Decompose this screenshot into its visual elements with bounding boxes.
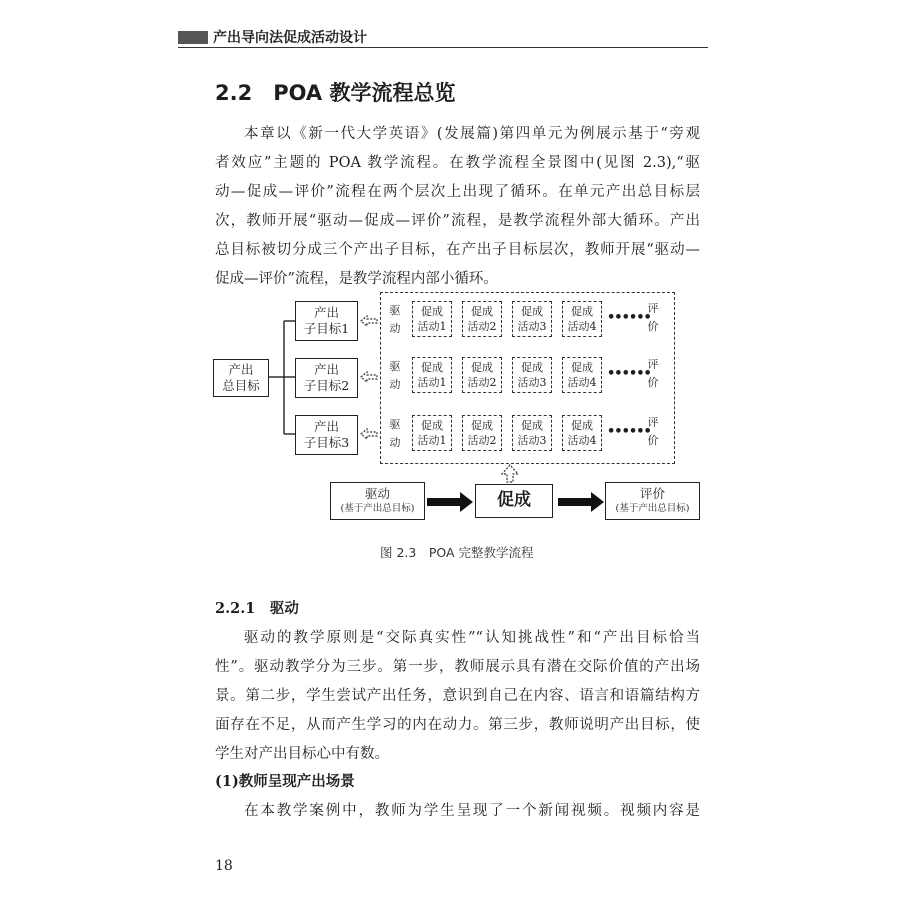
step1-paragraph (215, 797, 700, 826)
activity-box: 促成 活动3 (512, 301, 552, 337)
page-number: 18 (215, 858, 233, 874)
activity-box: 促成 活动3 (512, 357, 552, 393)
section-title: 2.2 POA 教学流程总览 (215, 81, 456, 105)
bottom-drive-label: 驱动 (364, 486, 390, 501)
bottom-eval-sub: (基于产出总目标) (615, 503, 690, 514)
poa-flow-figure (205, 292, 705, 522)
figure-caption: 图 2.3 POA 完整教学流程 (380, 545, 534, 560)
drive-line: 景。第二步，学生尝试产出任务，意识到自己在内容、语言和语篇结构方 (215, 688, 700, 704)
activity-box: 促成 活动1 (412, 301, 452, 337)
intro-line: 者效应”主题的 POA 教学流程。在教学流程全景图中(见图 2.3),“驱 (215, 155, 700, 171)
sub-goal-line: 子目标3 (303, 435, 350, 450)
intro-line: 本章以《新一代大学英语》(发展篇)第四单元为例展示基于“旁观 (244, 126, 700, 142)
running-header-title: 产出导向法促成活动设计 (213, 30, 367, 46)
ellipsis-dots: •••••• (607, 310, 651, 325)
step1-heading: (1)教师呈现产出场景 (215, 773, 355, 790)
drive-line: 面存在不足，从而产生学习的内在动力。第三步，教师说明产出目标，使 (215, 717, 700, 733)
header-rule (178, 47, 708, 48)
drive-paragraph (215, 624, 700, 769)
activity-box: 促成 活动4 (562, 301, 602, 337)
ellipsis-dots: •••••• (607, 424, 651, 439)
intro-line: 促成—评价”流程，是教学流程内部小循环。 (215, 271, 498, 287)
drive-line: 性”。驱动教学分为三步。第一步，教师展示具有潜在交际价值的产出场 (215, 659, 700, 675)
total-goal-box (213, 359, 269, 397)
sub-goal-box-2 (295, 358, 358, 398)
sub-goal-box-3 (295, 415, 358, 455)
bottom-eval-label: 评价 (639, 486, 665, 501)
activity-box: 促成 活动4 (562, 415, 602, 451)
total-goal-line: 产出 (228, 362, 254, 377)
row-eval-label: 评 价 (647, 302, 659, 333)
bottom-promote-box: 促成 (475, 484, 553, 518)
sub-goal-line: 产出 (313, 419, 339, 434)
total-goal-line: 总目标 (222, 378, 260, 393)
activity-box: 促成 活动2 (462, 415, 502, 451)
subsection-title: 2.2.1 驱动 (215, 600, 299, 617)
activity-box: 促成 活动1 (412, 357, 452, 393)
activity-box: 促成 活动1 (412, 415, 452, 451)
row-eval-label: 评 价 (647, 416, 659, 447)
sub-goal-line: 子目标1 (303, 321, 350, 336)
sub-goal-line: 子目标2 (303, 378, 350, 393)
bottom-drive-box (330, 482, 425, 520)
activity-box: 促成 活动2 (462, 357, 502, 393)
sub-goal-box-1 (295, 301, 358, 341)
row-drive-label: 驱 动 (389, 418, 401, 449)
header-tab-marker (178, 31, 208, 44)
bottom-eval-box (605, 482, 700, 520)
activity-box: 促成 活动3 (512, 415, 552, 451)
row-drive-label: 驱 动 (389, 360, 401, 391)
intro-line: 总目标被切分成三个产出子目标，在产出子目标层次，教师开展“驱动— (215, 242, 700, 258)
bottom-drive-sub: (基于产出总目标) (340, 503, 415, 514)
row-drive-label: 驱 动 (389, 304, 401, 335)
step1-line: 在本教学案例中，教师为学生呈现了一个新闻视频。视频内容是 (244, 803, 700, 819)
ellipsis-dots: •••••• (607, 366, 651, 381)
intro-paragraph (215, 120, 700, 294)
sub-goal-line: 产出 (313, 362, 339, 377)
activity-box: 促成 活动2 (462, 301, 502, 337)
sub-goal-line: 产出 (313, 305, 339, 320)
drive-line: 驱动的教学原则是“交际真实性”“认知挑战性”和“产出目标恰当 (244, 630, 700, 646)
activity-box: 促成 活动4 (562, 357, 602, 393)
row-eval-label: 评 价 (647, 358, 659, 389)
intro-line: 次，教师开展“驱动—促成—评价”流程，是教学流程外部大循环。产出 (215, 213, 700, 229)
drive-line: 学生对产出目标心中有数。 (215, 746, 389, 762)
intro-line: 动—促成—评价”流程在两个层次上出现了循环。在单元产出总目标层 (215, 184, 700, 200)
